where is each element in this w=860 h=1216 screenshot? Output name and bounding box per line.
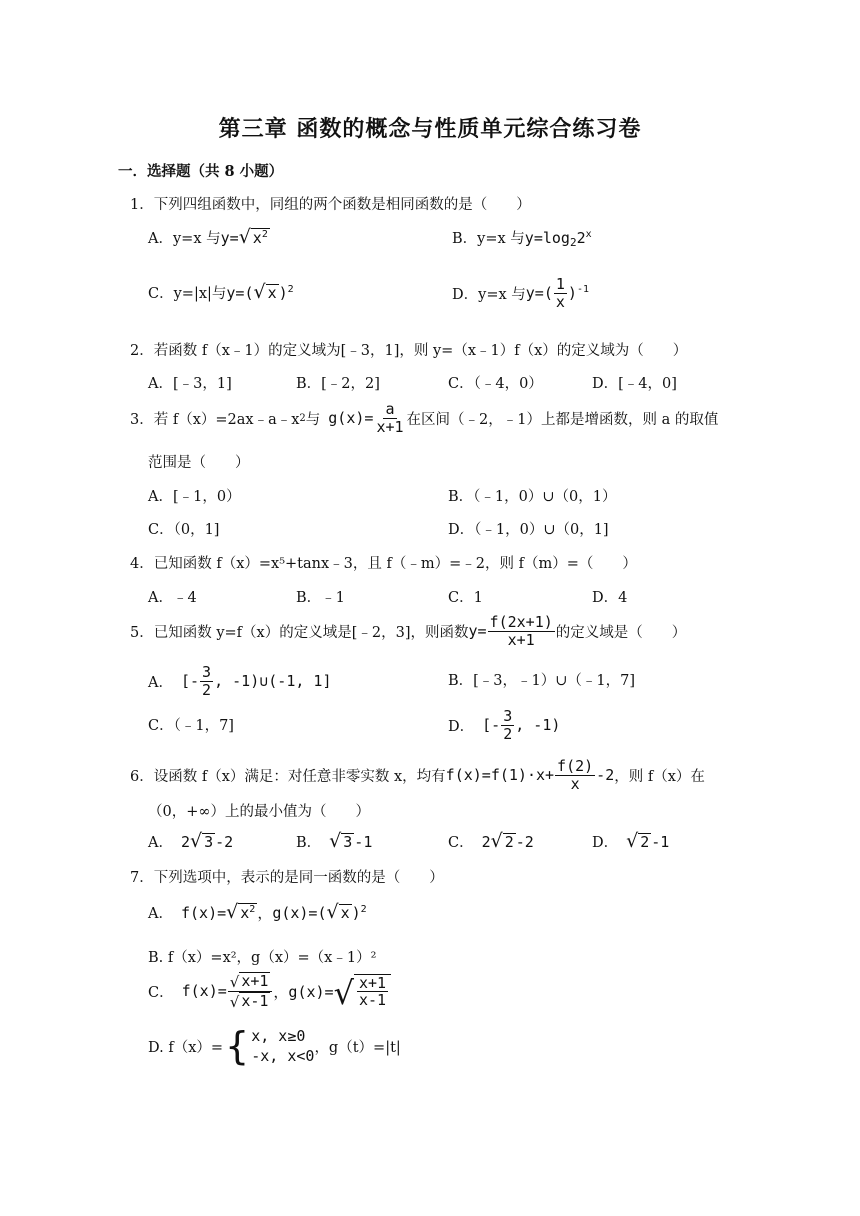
left-brace-icon: { bbox=[225, 1024, 250, 1069]
q7-option-d: D. f（x）= { x, x≥0 -x, x<0 ，g（t）=|t| bbox=[148, 1024, 401, 1069]
fraction-3-over-2-d: $\frac{3}{2}$ bbox=[503, 707, 513, 743]
q3-option-b: B．（﹣1，0）∪（0，1） bbox=[448, 489, 617, 505]
q1-option-b: B． y=x 与 y=log 2 2$^x$ bbox=[452, 228, 592, 249]
q4-option-d: D．4 bbox=[592, 590, 628, 606]
q2-option-b: B．[﹣2，2] bbox=[296, 376, 380, 392]
q7-option-c: C． f(x)= √ x+1 √ x-1 ，g(x)= √ $\frac{x+1}{x-1}$ bbox=[148, 972, 391, 1011]
q6-option-a: A． 2 √ 3 -2 bbox=[148, 830, 234, 852]
question-3-continued: 范围是（ ） bbox=[148, 455, 250, 471]
q4-option-c: C．1 bbox=[448, 590, 483, 606]
section-heading: 一．选择题（共 8 小题） bbox=[118, 163, 284, 180]
sqrt-fraction: √ $\frac{x+1}{x-1}$ bbox=[334, 974, 391, 1009]
q6-option-d: D． √ 2 -1 bbox=[592, 830, 670, 852]
q3-option-d: D．（﹣1，0）∪（0，1] bbox=[448, 522, 609, 538]
question-5: 5．已知函数 y=f（x）的定义域是[﹣2，3]，则函数 y= $\frac{f(2x+1)}{x+1}$ 的定义域是（ ） bbox=[130, 613, 687, 649]
q2-option-a: A．[﹣3，1] bbox=[148, 376, 232, 392]
q3-option-a: A．[﹣1，0） bbox=[148, 489, 241, 505]
question-6-continued: （0，+∞）上的最小值为（ ） bbox=[148, 804, 370, 820]
piecewise-cases: x, x≥0 -x, x<0 bbox=[251, 1027, 315, 1066]
q5-option-b: B．[﹣3，﹣1）∪（﹣1，7] bbox=[448, 673, 636, 689]
sqrt-x-squared: √ $x^2$ bbox=[238, 226, 268, 249]
question-2: 2．若函数 f（x﹣1）的定义域为[﹣3，1]，则 y=（x﹣1）f（x）的定义域为（ ） bbox=[130, 343, 688, 359]
q2-option-c: C．（﹣4，0） bbox=[448, 376, 543, 392]
question-1: 1．下列四组函数中，同组的两个函数是相同函数的是（ ） bbox=[130, 197, 531, 213]
q1-option-a: A． y=x 与 y= √ $x^2$ bbox=[148, 226, 268, 249]
q6-option-b: B． √ 3 -1 bbox=[296, 830, 373, 852]
q7-option-b: B. f（x）=x²，g（x）=（x﹣1）² bbox=[148, 950, 377, 966]
fraction-sqrt-over-sqrt: √ x+1 √ x-1 bbox=[228, 972, 273, 1011]
question-7: 7．下列选项中，表示的是同一函数的是（ ） bbox=[130, 870, 444, 886]
q1-option-c: C． y=|x|与 y= ( √ x )$^2$ bbox=[148, 281, 294, 303]
q4-option-b: B．﹣1 bbox=[296, 590, 345, 606]
question-3: 3．若 f（x）=2ax﹣a﹣x 2 与 g(x)= $\frac{a}{x+1}$ 在区间（﹣2，﹣1）上都是增函数，则 a 的取值 bbox=[130, 400, 719, 436]
q3-option-c: C．（0，1] bbox=[148, 522, 220, 538]
q5-option-a: A． [- $\frac{3}{2}$ , -1)∪(-1, 1] bbox=[148, 663, 332, 699]
fraction-a-over-x-plus-1: $\frac{a}{x+1}$ bbox=[376, 400, 404, 436]
q7-option-a: A． f(x)= √ $x^2$ ，g(x)=( √ x )$^2$ bbox=[148, 901, 367, 924]
q5-option-c: C．（﹣1，7] bbox=[148, 718, 234, 734]
fraction-f2-over-x: $\frac{f(2)}{x}$ bbox=[557, 757, 594, 793]
page-title: 第三章 函数的概念与性质单元综合练习卷 bbox=[218, 116, 642, 142]
sqrt-x: √ x bbox=[253, 281, 277, 303]
q1-option-d: D． y=x 与 y= ( $\frac{1}{x}$ )$^{-1}$ bbox=[452, 275, 589, 311]
q2-option-d: D．[﹣4，0] bbox=[592, 376, 677, 392]
question-6: 6．设函数 f（x）满足：对任意非零实数 x，均有 f(x)=f(1)·x+ $\frac{f(2)}{x}$ -2 ，则 f（x）在 bbox=[130, 757, 705, 793]
fraction-1-over-x: $\frac{1}{x}$ bbox=[555, 275, 565, 311]
q6-option-c: C． 2 √ 2 -2 bbox=[448, 830, 534, 852]
fraction-3-over-2: $\frac{3}{2}$ bbox=[202, 663, 212, 699]
q4-option-a: A．﹣4 bbox=[148, 590, 197, 606]
fraction-f-2x-plus-1-over-x-plus-1: $\frac{f(2x+1)}{x+1}$ bbox=[489, 613, 553, 649]
question-4: 4．已知函数 f（x）=x⁵+tanx﹣3，且 f（﹣m）=﹣2，则 f（m）=（ ） bbox=[130, 556, 637, 572]
q5-option-d: D． [- $\frac{3}{2}$ , -1) bbox=[448, 707, 561, 743]
